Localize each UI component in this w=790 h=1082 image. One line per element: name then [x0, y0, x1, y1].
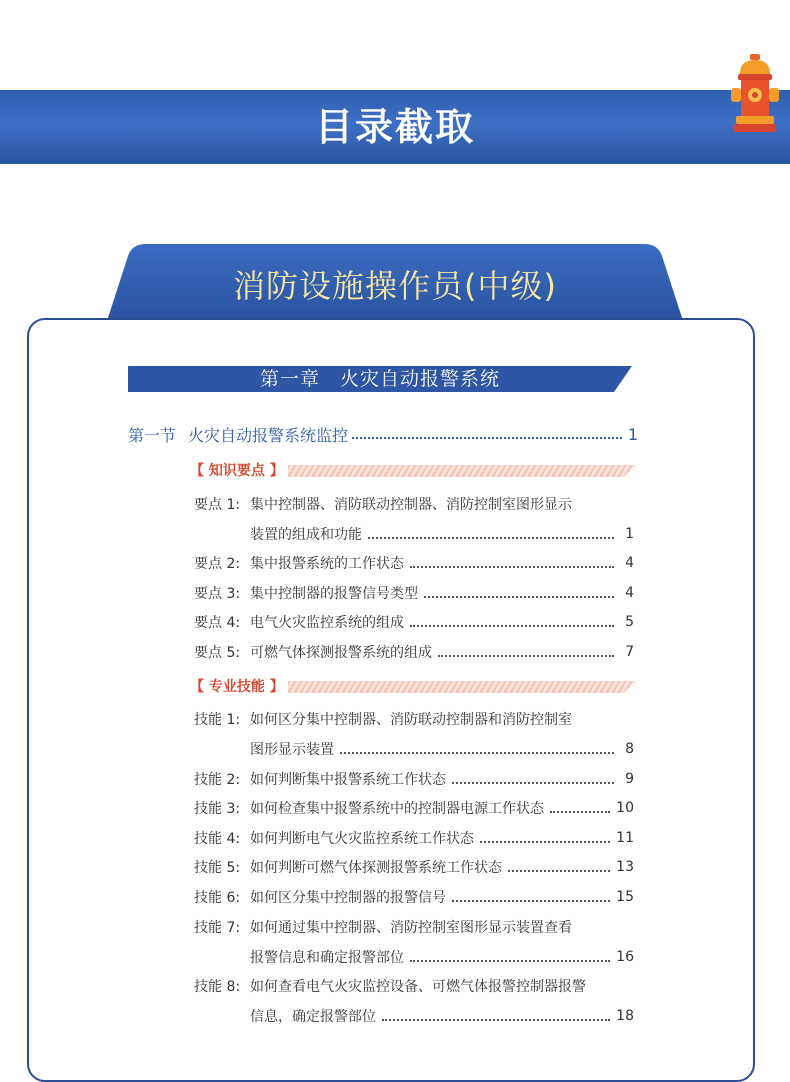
entry-label: 技能 4:: [194, 831, 241, 847]
entry-title: 集中控制器、消防联动控制器、消防控制室图形显示: [250, 497, 572, 513]
dot-leader: [382, 1019, 610, 1021]
toc-entry[interactable]: [194, 886, 634, 908]
dot-leader: [410, 960, 610, 962]
toc-section-entry[interactable]: [128, 423, 638, 445]
page-number: 1: [625, 526, 634, 542]
entry-label: 技能 1:: [194, 712, 241, 728]
toc-entry[interactable]: [194, 493, 634, 515]
dot-leader: [438, 655, 614, 657]
page-number: 7: [625, 644, 634, 660]
entry-label: 要点 2:: [194, 556, 241, 572]
entry-title: 如何检查集中报警系统中的控制器电源工作状态: [250, 801, 544, 817]
dot-leader: [508, 870, 610, 872]
dot-leader: [410, 566, 614, 568]
toc-entry[interactable]: [194, 856, 634, 878]
toc-entry-continuation[interactable]: [250, 1005, 634, 1027]
entry-label: 技能 7:: [194, 920, 241, 936]
entry-title: 如何区分集中控制器、消防联动控制器和消防控制室: [250, 712, 572, 728]
entry-label: 要点 3:: [194, 586, 241, 602]
knowledge-label: 【 知识要点 】: [190, 463, 284, 479]
toc-entry[interactable]: [194, 611, 634, 633]
dot-leader: [424, 596, 614, 598]
fire-hydrant-icon: [728, 52, 782, 136]
dot-leader: [452, 900, 610, 902]
toc-entry[interactable]: [194, 552, 634, 574]
dot-leader: [480, 841, 610, 843]
section-title: 火灾自动报警系统监控: [188, 425, 349, 445]
toc-entry[interactable]: [194, 827, 634, 849]
entry-label: 技能 5:: [194, 860, 241, 876]
entry-title: 如何查看电气火灾监控设备、可燃气体报警控制器报警: [250, 979, 586, 995]
entry-title: 如何判断电气火灾监控系统工作状态: [250, 831, 474, 847]
header-stripe: [288, 465, 636, 477]
toc-entry[interactable]: [194, 975, 634, 997]
skills-header: [190, 676, 636, 698]
entry-title: 如何区分集中控制器的报警信号: [250, 890, 446, 906]
entry-label: 要点 4:: [194, 615, 241, 631]
header-stripe: [288, 681, 636, 693]
page-number: 15: [616, 889, 634, 905]
dot-leader: [352, 437, 622, 439]
toc-entry-continuation[interactable]: [250, 523, 634, 545]
page-number: 16: [616, 949, 634, 965]
dot-leader: [368, 537, 614, 539]
page-number: 8: [625, 741, 634, 757]
toc-entry[interactable]: [194, 582, 634, 604]
entry-label: 技能 8:: [194, 979, 241, 995]
entry-title: 集中控制器的报警信号类型: [250, 586, 418, 602]
dot-leader: [410, 625, 614, 627]
entry-title-continued: 图形显示装置: [250, 742, 334, 758]
toc-entry[interactable]: [194, 641, 634, 663]
toc-entry-continuation[interactable]: [250, 946, 634, 968]
page-number: 13: [616, 859, 634, 875]
toc-entry[interactable]: [194, 708, 634, 730]
page-title: 目录截取: [314, 105, 475, 149]
entry-title-continued: 信息，确定报警部位: [250, 1009, 376, 1025]
entry-title: 如何判断可燃气体探测报警系统工作状态: [250, 860, 502, 876]
page-number: 4: [625, 585, 634, 601]
entry-title: 可燃气体探测报警系统的组成: [250, 645, 432, 661]
chapter-title: 第一章 火灾自动报警系统: [259, 368, 500, 390]
entry-title-continued: 报警信息和确定报警部位: [250, 950, 404, 966]
toc-entry-continuation[interactable]: [250, 738, 634, 760]
entry-label: 技能 3:: [194, 801, 241, 817]
page-number: 1: [627, 424, 638, 444]
toc-entry[interactable]: [194, 797, 634, 819]
page-number: 4: [625, 555, 634, 571]
book-title: 消防设施操作员(中级): [233, 267, 557, 305]
entry-title: 如何通过集中控制器、消防控制室图形显示装置查看: [250, 920, 572, 936]
entry-title: 集中报警系统的工作状态: [250, 556, 404, 572]
entry-title: 电气火灾监控系统的组成: [250, 615, 404, 631]
page-number: 9: [625, 771, 634, 787]
knowledge-header: [190, 460, 636, 482]
entry-title: 如何判断集中报警系统工作状态: [250, 772, 446, 788]
entry-label: 要点 1:: [194, 497, 241, 513]
section-number: 第一节: [128, 425, 177, 445]
entry-label: 要点 5:: [194, 645, 241, 661]
entry-label: 技能 2:: [194, 772, 241, 788]
page-number: 5: [625, 614, 634, 630]
entry-title-continued: 装置的组成和功能: [250, 527, 362, 543]
skills-label: 【 专业技能 】: [190, 679, 284, 695]
page-number: 10: [616, 800, 634, 816]
dot-leader: [340, 752, 614, 754]
dot-leader: [550, 811, 610, 813]
page-number: 11: [616, 830, 634, 846]
page-number: 18: [616, 1008, 634, 1024]
toc-entry[interactable]: [194, 768, 634, 790]
toc-entry[interactable]: [194, 916, 634, 938]
dot-leader: [452, 782, 614, 784]
entry-label: 技能 6:: [194, 890, 241, 906]
